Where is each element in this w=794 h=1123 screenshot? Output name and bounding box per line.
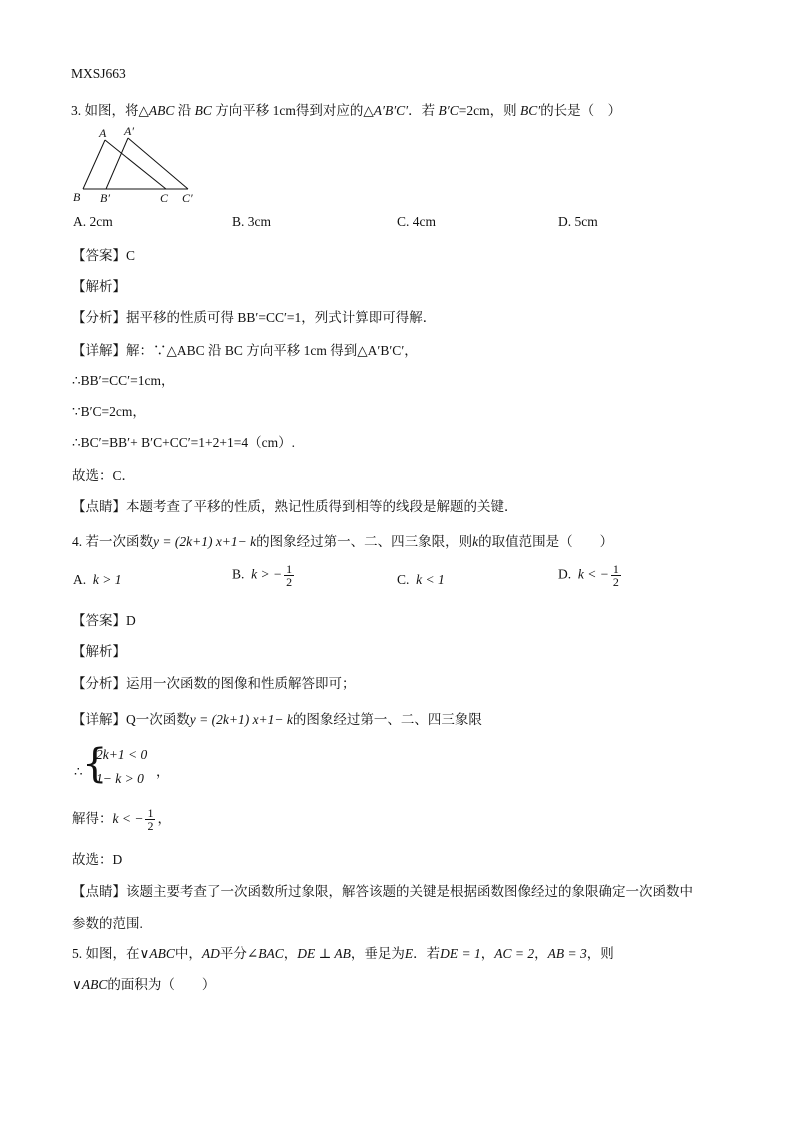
q5-sep-2: ， (480, 946, 495, 961)
q5-triangle-2: ∨ABC (72, 977, 108, 992)
q5-point-e: E (404, 946, 414, 961)
q5-triangle: ∨ABC (139, 946, 175, 961)
q5-ad: AD (201, 946, 220, 961)
q4-system-brace: { (82, 741, 108, 787)
q4-fenxi: 【分析】运用一次函数的图像和性质解答即可； (72, 676, 356, 691)
q4-dianjing-line-1: 【点睛】该题主要考查了一次函数所过象限，解答该题的关键是根据函数图像经过的象限确定一次函数中 (72, 884, 693, 899)
q3-prompt-f: 的长是（ ） (540, 103, 622, 118)
q4-prompt-b: 的图象经过第一、二、四三象限，则 (256, 534, 473, 549)
q4-dianjing-line-2: 参数的范围. (72, 916, 143, 931)
q4-option-b-label: B. (232, 566, 245, 582)
q4-option-b-value: k > − (251, 566, 283, 582)
q4-solve (72, 807, 171, 832)
segment-a1b1 (106, 138, 128, 189)
q5-de-value: DE = 1 (440, 946, 481, 961)
q4-option-a-label: A. (73, 572, 87, 587)
fraction-numerator: 1 (286, 562, 293, 576)
q4-xiangjie (72, 708, 482, 728)
q5-sep-3: ， (534, 946, 548, 961)
q4-option-b (232, 563, 296, 588)
label-c-prime: C′ (182, 191, 193, 205)
q3-prompt-a: 3. 如图，将△ (71, 103, 149, 118)
q4-option-d-value: k < − (577, 566, 609, 582)
segment-ab (83, 140, 105, 189)
q3-step-1: ∴BB′=CC′=1cm， (72, 373, 175, 388)
q5-text-c: 平分 (219, 946, 247, 961)
q4-var-k: k (472, 534, 479, 549)
q5-angle: ∠BAC (246, 946, 284, 961)
q3-prompt-d: ．若 (408, 103, 439, 118)
q4-analysis-title: 【解析】 (72, 644, 126, 659)
label-a-prime: A′ (124, 124, 134, 138)
q3-option-b: B. 3cm (232, 214, 271, 229)
q3-option-a: A. 2cm (73, 214, 113, 229)
q4-solve-label: 解得： (72, 811, 113, 826)
q3-analysis-title: 【解析】 (72, 279, 126, 294)
fraction-numerator: 1 (612, 562, 619, 576)
q4-function-repeat: y = (2k+1) x+1− k (189, 712, 293, 727)
q5-ac-value: AC = 2 (494, 946, 535, 961)
q3-dianjing: 【点睛】本题考查了平移的性质，熟记性质得到相等的线段是解题的关键． (72, 499, 518, 514)
q4-system-comma: ， (156, 764, 170, 779)
q5-text-d: ，垂足为 (350, 946, 405, 961)
q4-prompt-c: 的取值范围是（ ） (478, 534, 614, 549)
segment-a1c1 (128, 138, 188, 189)
q4-prompt-a: 4. 若一次函数 (72, 534, 153, 549)
q4-choose: 故选：D (72, 852, 123, 867)
fraction-denominator: 2 (147, 819, 154, 834)
q3-step-2: ∵B′C=2cm， (72, 404, 146, 419)
q4-solve-lhs: k < − (112, 811, 144, 826)
q4-xiangjie-b: 一次函数 (135, 712, 190, 727)
q3-choose: 故选：C． (72, 468, 136, 483)
q4-therefore: ∴ (74, 764, 83, 779)
segment-ac (105, 140, 166, 189)
q4-function: y = (2k+1) x+1− k (153, 534, 257, 549)
q4-xiangjie-c: 的图象经过第一、二、四三象限 (292, 712, 482, 727)
q3-option-d: D. 5cm (558, 214, 598, 229)
label-b: B (73, 190, 81, 204)
q5-text-g: 的面积为（ ） (107, 977, 216, 992)
q5-perpendicular: DE ⊥ AB (297, 946, 351, 961)
q4-solve-comma: ， (157, 811, 171, 826)
q5-prompt-line-1 (72, 942, 614, 962)
q5-text-f: ，则 (586, 946, 614, 961)
q5-text-a: 5. 如图，在 (72, 946, 140, 961)
q3-translation-figure (70, 122, 210, 208)
q3-var-b1c: B′C (438, 103, 459, 118)
q4-xiangjie-label: 【详解】 (72, 712, 126, 727)
q5-text-e: ．若 (413, 946, 441, 961)
q4-answer: 【答案】D (72, 613, 136, 628)
q4-option-d-label: D. (558, 566, 572, 582)
q3-answer: 【答案】C (72, 248, 136, 263)
q4-solve-fraction (145, 807, 155, 832)
q4-option-a-value: k > 1 (92, 572, 122, 587)
q3-option-c: C. 4cm (397, 214, 436, 229)
q4-system-ineq-1: 2k+1 < 0 (96, 747, 148, 762)
q4-option-d-fraction (611, 563, 621, 588)
q5-ab-value: AB = 3 (547, 946, 587, 961)
label-c: C (160, 191, 169, 205)
q4-option-d (558, 563, 623, 588)
q3-prompt (71, 99, 621, 119)
fraction-numerator: 1 (147, 806, 154, 821)
q4-option-c-label: C. (397, 572, 410, 587)
q3-xiangjie: 【详解】解：∵△ABC 沿 BC 方向平移 1cm 得到△A′B′C′， (72, 343, 418, 358)
label-b-prime: B′ (100, 191, 110, 205)
q4-prompt (72, 530, 613, 550)
q4-option-c (397, 572, 445, 588)
q5-prompt-line-2 (72, 973, 215, 993)
q5-sep-1: ， (283, 946, 298, 961)
q3-step-3: ∴BC′=BB′+ B′C+CC′=1+2+1=4（cm）. (72, 435, 295, 450)
q3-var-abc: ABC (148, 103, 175, 118)
q3-prompt-c: 方向平移 1cm得到对应的△ (211, 103, 374, 118)
q5-text-b: 中， (174, 946, 202, 961)
q3-var-a1b1c1: A′B′C′ (373, 103, 409, 118)
q3-var-bc1: BC′ (519, 103, 541, 118)
q3-fenxi: 【分析】据平移的性质可得 BB′=CC′=1，列式计算即可得解． (72, 310, 437, 325)
fraction-denominator: 2 (286, 575, 293, 589)
q3-prompt-e: =2cm，则 (458, 103, 520, 118)
q3-var-bc: BC (194, 103, 212, 118)
q4-option-a (73, 572, 121, 588)
label-a: A (99, 126, 107, 140)
because-symbol: Q (126, 712, 136, 727)
q4-system-ineq-2: 1− k > 0 (96, 771, 144, 786)
document-code: MXSJ663 (71, 66, 126, 81)
q4-option-c-value: k < 1 (416, 572, 445, 587)
q3-prompt-b: 沿 (174, 103, 195, 118)
fraction-denominator: 2 (612, 575, 619, 589)
q4-option-b-fraction (284, 563, 294, 588)
